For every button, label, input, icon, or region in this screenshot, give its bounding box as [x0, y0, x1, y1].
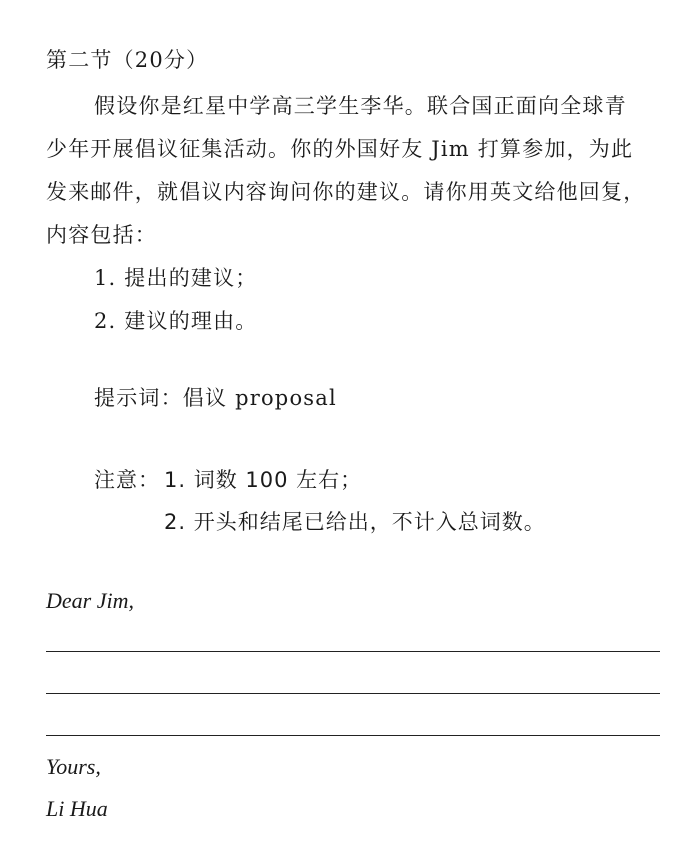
content-item-1: 1. 提出的建议； [94, 266, 258, 290]
hint-text: 提示词：倡议 proposal [94, 386, 337, 410]
writing-line-3[interactable] [46, 735, 660, 736]
writing-line-1[interactable] [46, 651, 660, 652]
notes-label: 注意： [94, 468, 160, 492]
section-title: 第二节（20分） [46, 48, 209, 72]
notes-item-2: 2. 开头和结尾已给出，不计入总词数。 [164, 510, 546, 534]
letter-closing: Yours, [46, 754, 101, 779]
prompt-line-3: 发来邮件，就倡议内容询问你的建议。请你用英文给他回复， [46, 180, 646, 204]
notes-item-1: 1. 词数 100 左右； [164, 468, 363, 492]
prompt-line-4: 内容包括： [46, 223, 157, 247]
letter-greeting: Dear Jim, [46, 588, 134, 613]
writing-line-2[interactable] [46, 693, 660, 694]
prompt-line-2: 少年开展倡议征集活动。你的外国好友 Jim 打算参加，为此 [46, 137, 634, 161]
letter-signature: Li Hua [46, 796, 108, 821]
prompt-line-1: 假设你是红星中学高三学生李华。联合国正面向全球青 [94, 94, 627, 118]
content-item-2: 2. 建议的理由。 [94, 309, 258, 333]
